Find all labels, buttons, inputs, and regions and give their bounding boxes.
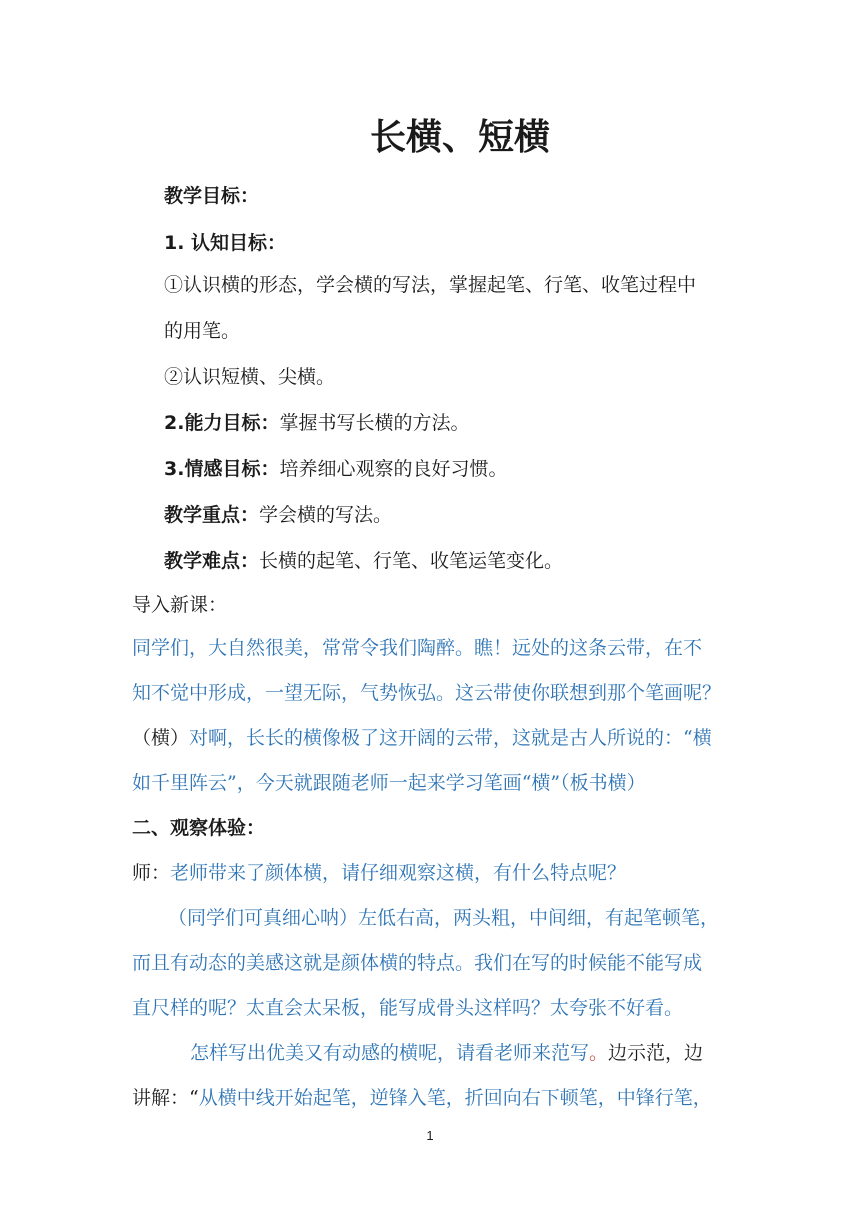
goal2-line: [164, 410, 764, 436]
observe-heading: 二、观察体验：: [132, 817, 266, 839]
intro-heading: 导入新课：: [132, 594, 228, 616]
intro-line-3: [132, 725, 732, 751]
goal1-item2: ②认识短横、尖横。: [164, 366, 336, 388]
goal3-text: 培养细心观察的良好习惯。: [279, 458, 508, 480]
intro-line-2: 知不觉中形成，一望无际，气势恢弘。这云带使你联想到那个笔画呢？: [132, 682, 722, 704]
observe-line-3: 而且有动态的美感这就是颜体横的特点。我们在写的时候能不能写成: [132, 952, 703, 974]
difficulty-label: 教学难点：: [164, 550, 260, 572]
observe-line-2: （同学们可真细心呐）左低右高，两头粗，中间细，有起笔顿笔，: [168, 907, 720, 929]
goal3-label: 3.情感目标：: [164, 458, 280, 480]
page-number: 1: [426, 1128, 434, 1143]
intro-line-1: 同学们，大自然很美，常常令我们陶醉。瞧！远处的这条云带，在不: [132, 637, 703, 659]
key-point-text: 学会横的写法。: [259, 504, 393, 526]
key-point-line: [164, 502, 764, 528]
difficulty-text: 长横的起笔、行笔、收笔运笔变化。: [259, 550, 564, 572]
observe-line-5-period: 。: [589, 1042, 609, 1064]
observe-line-5-tail: 边示范，边: [608, 1042, 704, 1064]
page-title: 长横、短横: [369, 117, 550, 158]
observe-line-5-text: 怎样写出优美又有动感的横呢，请看老师来范写: [190, 1042, 590, 1064]
goal2-label: 2.能力目标：: [164, 412, 280, 434]
observe-line-1: [132, 860, 732, 886]
observe-line-6: [132, 1085, 732, 1111]
observe-line-1-text: 老师带来了颜体横，请仔细观察这横，有什么特点呢？: [170, 862, 627, 884]
goal1-item1-line2: 的用笔。: [164, 320, 241, 342]
goal1-heading: 1. 认知目标：: [164, 232, 287, 254]
difficulty-line: [164, 548, 764, 574]
observe-line-4: 直尺样的呢？太直会太呆板，能写成骨头这样吗？太夸张不好看。: [132, 997, 684, 1019]
goals-heading: 教学目标：: [164, 185, 260, 207]
intro-line-4: 如千里阵云”，今天就跟随老师一起来学习笔画“横”（板书横）: [132, 772, 646, 794]
goal1-item1-line1: ①认识横的形态，学会横的写法，掌握起笔、行笔、收笔过程中: [164, 274, 697, 296]
observe-line-5: [190, 1040, 790, 1066]
observe-line-6-prefix: 讲解：“: [132, 1087, 199, 1109]
intro-line-3-prefix: （横）: [132, 727, 190, 749]
observe-line-6-text: 从横中线开始起笔，逆锋入笔，折回向右下顿笔，中锋行笔，: [198, 1087, 712, 1109]
intro-line-3-text: 对啊，长长的横像极了这开阔的云带，这就是古人所说的：“横: [189, 727, 712, 749]
goal2-text: 掌握书写长横的方法。: [279, 412, 470, 434]
key-point-label: 教学重点：: [164, 504, 260, 526]
observe-line-1-speaker: 师：: [132, 862, 171, 884]
goal3-line: [164, 456, 764, 482]
